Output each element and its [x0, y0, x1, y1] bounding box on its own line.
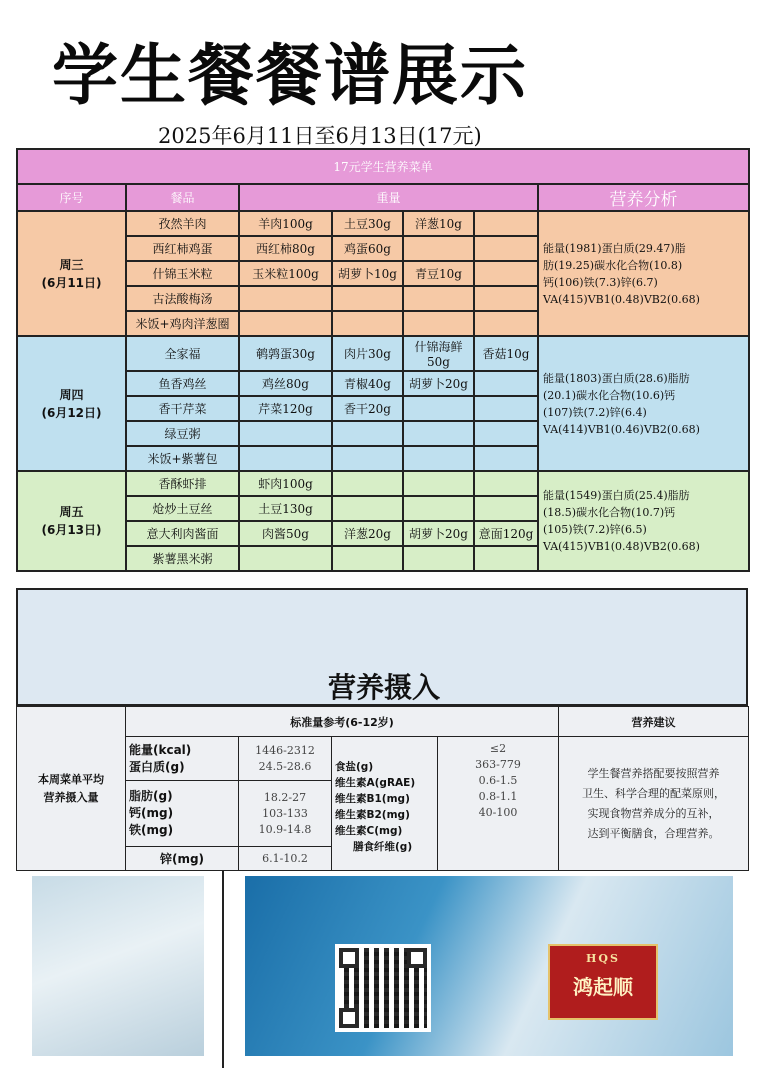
- ingredient-weight: [239, 311, 332, 336]
- menu-row: [17, 471, 749, 496]
- menu-row: [17, 211, 749, 236]
- ingredient-weight: [403, 446, 474, 471]
- dish-name: 炝炒土豆丝: [126, 496, 239, 521]
- dish-name: 香干芹菜: [126, 396, 239, 421]
- ingredient-weight: [403, 421, 474, 446]
- intake-vals-3: 6.1-10.2: [239, 847, 332, 871]
- ingredient-weight: 虾肉100g: [239, 471, 332, 496]
- ingredient-weight: [474, 396, 538, 421]
- intake-names-1: 能量(kcal) 蛋白质(g): [126, 737, 239, 781]
- ingredient-weight: 香干20g: [332, 396, 403, 421]
- ingredient-weight: [403, 236, 474, 261]
- ingredient-weight: [474, 546, 538, 571]
- intake-right-names: 食盐(g) 维生素A(gRAE) 维生素B1(mg) 维生素B2(mg) 维生素C(mg) 膳食纤维(g): [332, 737, 438, 871]
- page-title: 学生餐餐谱展示: [52, 37, 528, 114]
- dish-name: 什锦玉米粒: [126, 261, 239, 286]
- ingredient-weight: 土豆130g: [239, 496, 332, 521]
- intake-names-2: 脂肪(g) 钙(mg) 铁(mg): [126, 781, 239, 847]
- dish-name: 香酥虾排: [126, 471, 239, 496]
- intake-title: 营养摄入: [327, 671, 440, 704]
- ingredient-weight: [332, 496, 403, 521]
- ingredient-weight: 洋葱10g: [403, 211, 474, 236]
- ingredient-weight: [474, 371, 538, 396]
- intake-vals-1: 1446-2312 24.5-28.6: [239, 737, 332, 781]
- ingredient-weight: [474, 421, 538, 446]
- nutrition-analysis: 能量(1981)蛋白质(29.47)脂 肪(19.25)碳水化合物(10.8) 钙(106)铁(7.3)锌(6.7) VA(415)VB1(0.48)VB2(0.68): [538, 211, 749, 336]
- day-label: 周三 (6月11日): [17, 211, 126, 336]
- brand-logo-name: 鸿起顺: [573, 975, 633, 999]
- day-label: 周四 (6月12日): [17, 336, 126, 471]
- ingredient-weight: 肉酱50g: [239, 521, 332, 546]
- intake-right-vals: ≤2 363-779 0.6-1.5 0.8-1.1 40-100: [438, 737, 559, 871]
- ingredient-weight: [474, 211, 538, 236]
- intake-table: [16, 706, 749, 871]
- ingredient-weight: 胡萝卜20g: [403, 371, 474, 396]
- brand-logo-icon: [548, 944, 658, 1020]
- day-label: 周五 (6月13日): [17, 471, 126, 571]
- dish-name: 全家福: [126, 336, 239, 371]
- nutrition-analysis: 能量(1549)蛋白质(25.4)脂肪 (18.5)碳水化合物(10.7)钙 (105)铁(7.2)锌(6.5) VA(415)VB1(0.48)VB2(0.68): [538, 471, 749, 571]
- nutrition-analysis: 能量(1803)蛋白质(28.6)脂肪 (20.1)碳水化合物(10.6)钙 (107)铁(7.2)锌(6.4) VA(414)VB1(0.46)VB2(0.68): [538, 336, 749, 471]
- ingredient-weight: [474, 286, 538, 311]
- ingredient-weight: [332, 446, 403, 471]
- ingredient-weight: [403, 546, 474, 571]
- col-dish: 餐品: [126, 184, 239, 211]
- ingredient-weight: 青豆10g: [403, 261, 474, 286]
- ingredient-weight: 土豆30g: [332, 211, 403, 236]
- ingredient-weight: [332, 311, 403, 336]
- dish-name: 意大利肉酱面: [126, 521, 239, 546]
- ingredient-weight: [239, 286, 332, 311]
- qr-code-icon: [335, 944, 431, 1032]
- ingredient-weight: 羊肉100g: [239, 211, 332, 236]
- ingredient-weight: 香菇10g: [474, 336, 538, 371]
- dish-name: 米饭+鸡肉洋葱圈: [126, 311, 239, 336]
- intake-vals-2: 18.2-27 103-133 10.9-14.8: [239, 781, 332, 847]
- ingredient-weight: 鸡丝80g: [239, 371, 332, 396]
- dish-name: 鱼香鸡丝: [126, 371, 239, 396]
- ingredient-weight: 什锦海鲜50g: [403, 336, 474, 371]
- ingredient-weight: [403, 471, 474, 496]
- menu-header: 17元学生营养菜单: [17, 149, 749, 184]
- ingredient-weight: [403, 396, 474, 421]
- std-header: 标准量参考(6-12岁): [126, 707, 559, 737]
- ingredient-weight: 洋葱20g: [332, 521, 403, 546]
- ingredient-weight: 肉片30g: [332, 336, 403, 371]
- ingredient-weight: [332, 471, 403, 496]
- dish-name: 紫薯黑米粥: [126, 546, 239, 571]
- ingredient-weight: 胡萝卜20g: [403, 521, 474, 546]
- dish-name: 古法酸梅汤: [126, 286, 239, 311]
- ingredient-weight: [332, 286, 403, 311]
- ingredient-weight: [239, 446, 332, 471]
- dish-name: 西红柿鸡蛋: [126, 236, 239, 261]
- ingredient-weight: 芹菜120g: [239, 396, 332, 421]
- photo-right: [245, 876, 733, 1056]
- ingredient-weight: [474, 311, 538, 336]
- divider: [222, 870, 224, 1068]
- advice-header: 营养建议: [559, 707, 749, 737]
- menu-row: [17, 336, 749, 371]
- ingredient-weight: 鸡蛋60g: [332, 236, 403, 261]
- ingredient-weight: 意面120g: [474, 521, 538, 546]
- intake-row-label: 本周菜单平均 营养摄入量: [17, 707, 126, 871]
- ingredient-weight: [403, 311, 474, 336]
- menu-table: [16, 148, 750, 572]
- ingredient-weight: [474, 261, 538, 286]
- ingredient-weight: [403, 496, 474, 521]
- ingredient-weight: [332, 421, 403, 446]
- ingredient-weight: [474, 496, 538, 521]
- ingredient-weight: [239, 546, 332, 571]
- ingredient-weight: [474, 446, 538, 471]
- intake-names-3: 锌(mg): [126, 847, 239, 871]
- ingredient-weight: [474, 471, 538, 496]
- ingredient-weight: [239, 421, 332, 446]
- ingredient-weight: [474, 236, 538, 261]
- brand-logo-top: HQS: [586, 952, 620, 965]
- dish-name: 米饭+紫薯包: [126, 446, 239, 471]
- dish-name: 孜然羊肉: [126, 211, 239, 236]
- dish-name: 绿豆粥: [126, 421, 239, 446]
- ingredient-weight: [403, 286, 474, 311]
- page-subtitle: 2025年6月11日至6月13日(17元): [158, 124, 482, 148]
- nutrition-advice: 学生餐营养搭配要按照营养 卫生、科学合理的配菜原则， 实现食物营养成分的互补， 达到平衡膳食，合理营养。: [559, 737, 749, 871]
- ingredient-weight: 西红柿80g: [239, 236, 332, 261]
- col-weight: 重量: [239, 184, 538, 211]
- col-nutrition: 营养分析: [538, 184, 749, 211]
- col-index: 序号: [17, 184, 126, 211]
- ingredient-weight: 胡萝卜10g: [332, 261, 403, 286]
- ingredient-weight: [332, 546, 403, 571]
- ingredient-weight: 玉米粒100g: [239, 261, 332, 286]
- ingredient-weight: 青椒40g: [332, 371, 403, 396]
- photo-left: [32, 876, 204, 1056]
- ingredient-weight: 鹌鹑蛋30g: [239, 336, 332, 371]
